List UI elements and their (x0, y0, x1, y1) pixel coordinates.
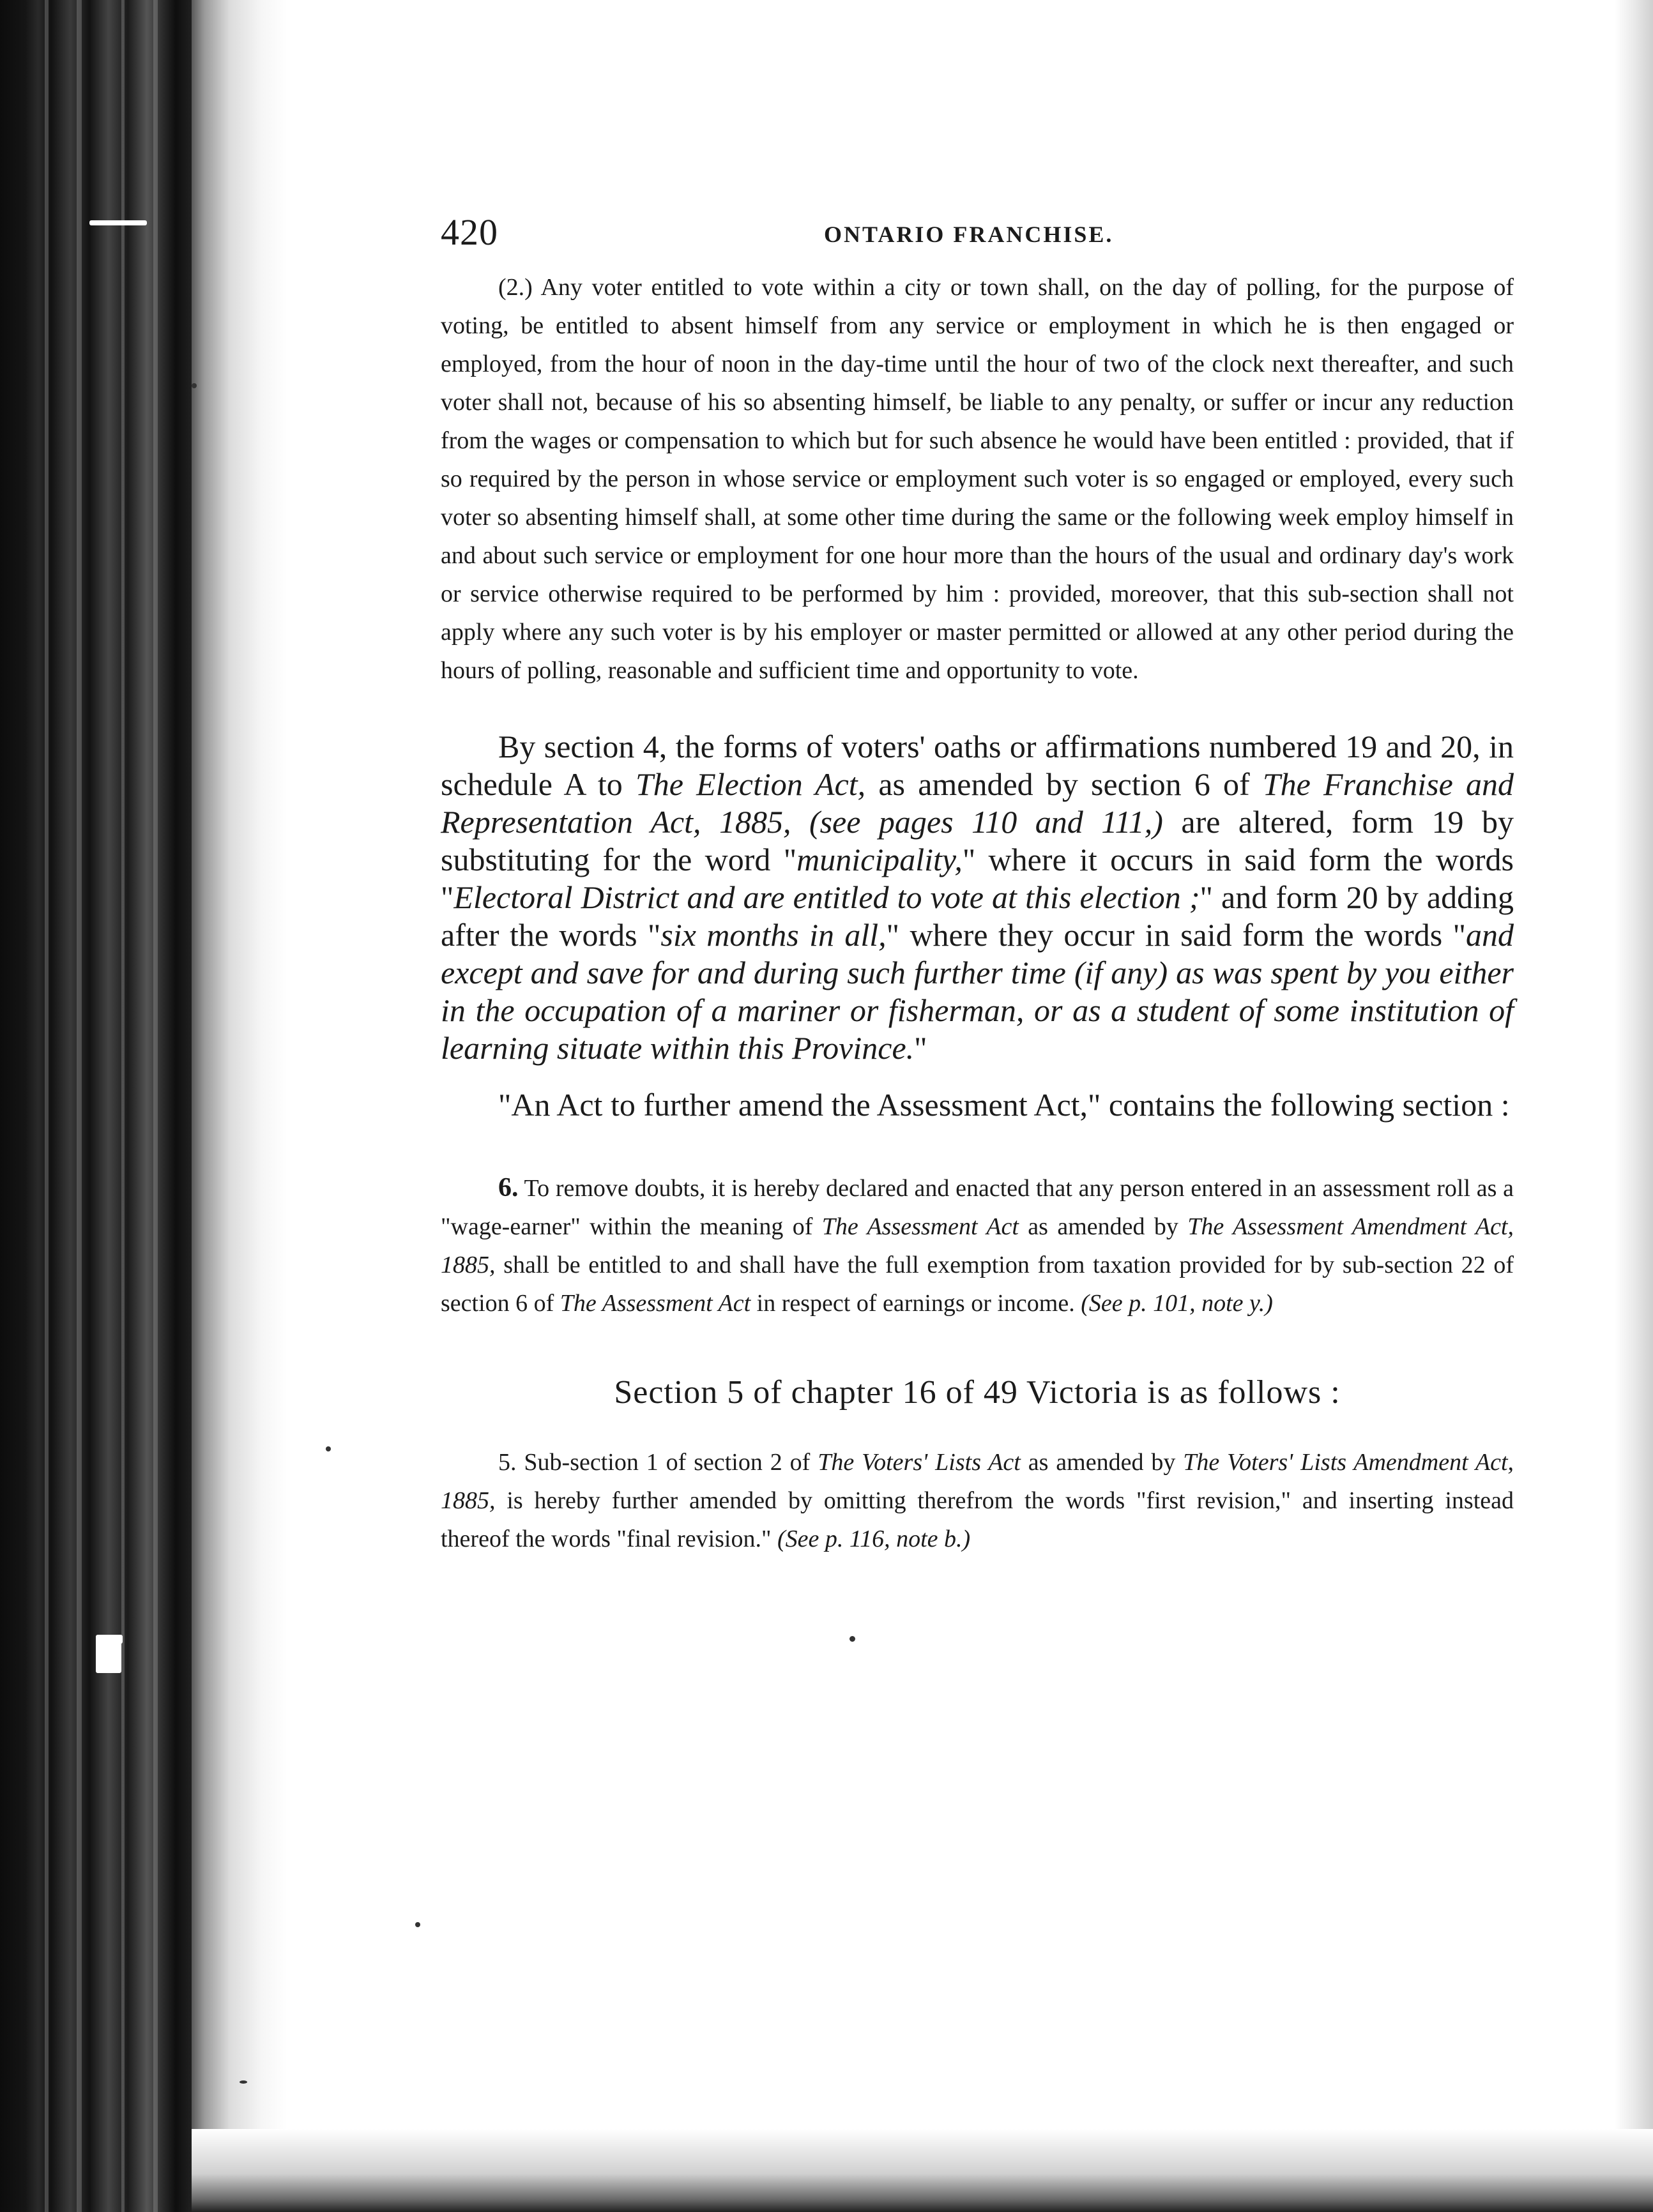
section-4-text: By section 4, the forms of voters' oaths or affirmations numbered 19 and 20, in schedule A to The Election Act, as amended by section 6 of The Franchise and Representation Act, 1885, (see pages 110 and 111,) are altered, form 19 by substituting for the word "municipality," where it occurs in said form the words "Electoral District and are entitled to vote at this election ;" and form 20 by adding after the words "six months in all," where they occur in said form the words "and except and save for and during such further time (if any) as was spent by you either in the occupation of a mariner or fisherman, or as a student of some institution of learning situate within this Province." (441, 729, 1514, 1066)
page-number: 420 (441, 211, 498, 253)
section-6 (441, 1169, 1514, 1322)
section-5-heading: Section 5 of chapter 16 of 49 Victoria is as follows : (614, 1374, 1341, 1411)
page-bottom-edge (192, 2129, 1653, 2212)
clause-2-text: (2.) Any voter entitled to vote within a city or town shall, on the day of polling, for the purpose of voting, be entitled to absent himself from any service or employment in which he is then engaged or employed, from the hour of noon in the day-time until the hour of two of the clock next thereafter, and such voter shall not, because of his so absenting himself, be liable to any penalty, or suffer or incur any reduction from the wages or compensation to which but for such absence he would have been entitled : provided, that if so required by the person in whose service or employment such voter is so engaged or employed, every such voter so absenting himself shall, at some other time during the same or the following week employ himself in and about such service or employment for one hour more than the hours of the usual and ordinary day's work or service otherwise required to be performed by him : provided, moreover, that this sub-section shall not apply where any such voter is by his employer or master permitted or allowed at any other period during the hours of polling, reasonable and sufficient time and opportunity to vote. (441, 274, 1514, 684)
assessment-act-intro-text: "An Act to further amend the Assessment Act," contains the following section : (498, 1087, 1510, 1123)
assessment-act-intro (441, 1086, 1514, 1124)
book-binding (0, 0, 192, 2212)
scan-speck (415, 1922, 420, 1927)
running-title: ONTARIO FRANCHISE. (824, 222, 1114, 247)
scan-speck (240, 2080, 247, 2084)
scan-speck (192, 383, 197, 388)
page-right-edge (1615, 0, 1653, 2212)
page-gutter-shadow (192, 0, 287, 2212)
page-content (441, 211, 1514, 1558)
section-4-paragraph (441, 728, 1514, 1067)
section-6-text: 6. To remove doubts, it is hereby declared and enacted that any person entered in an assessment roll as a "wage-earner" within the meaning of The Assessment Act as amended by The Assessment Amendment Act, 1885, shall be entitled to and shall have the full exemption from taxation provided for by sub-section 22 of section 6 of The Assessment Act in respect of earnings or income. (See p. 101, note y.) (441, 1173, 1514, 1317)
section-5 (441, 1443, 1514, 1558)
clause-2 (441, 268, 1514, 690)
section-6-number: 6. (498, 1173, 519, 1202)
section-5-text: 5. Sub-section 1 of section 2 of The Voters' Lists Act as amended by The Voters' Lists Amendment Act, 1885, is hereby further amended by omitting therefrom the words "first revision," and inserting instead thereof the words "final revision." (See p. 116, note b.) (441, 1449, 1514, 1552)
scan-speck (326, 1446, 331, 1451)
running-head (441, 211, 1514, 268)
scan-speck (849, 1636, 855, 1642)
